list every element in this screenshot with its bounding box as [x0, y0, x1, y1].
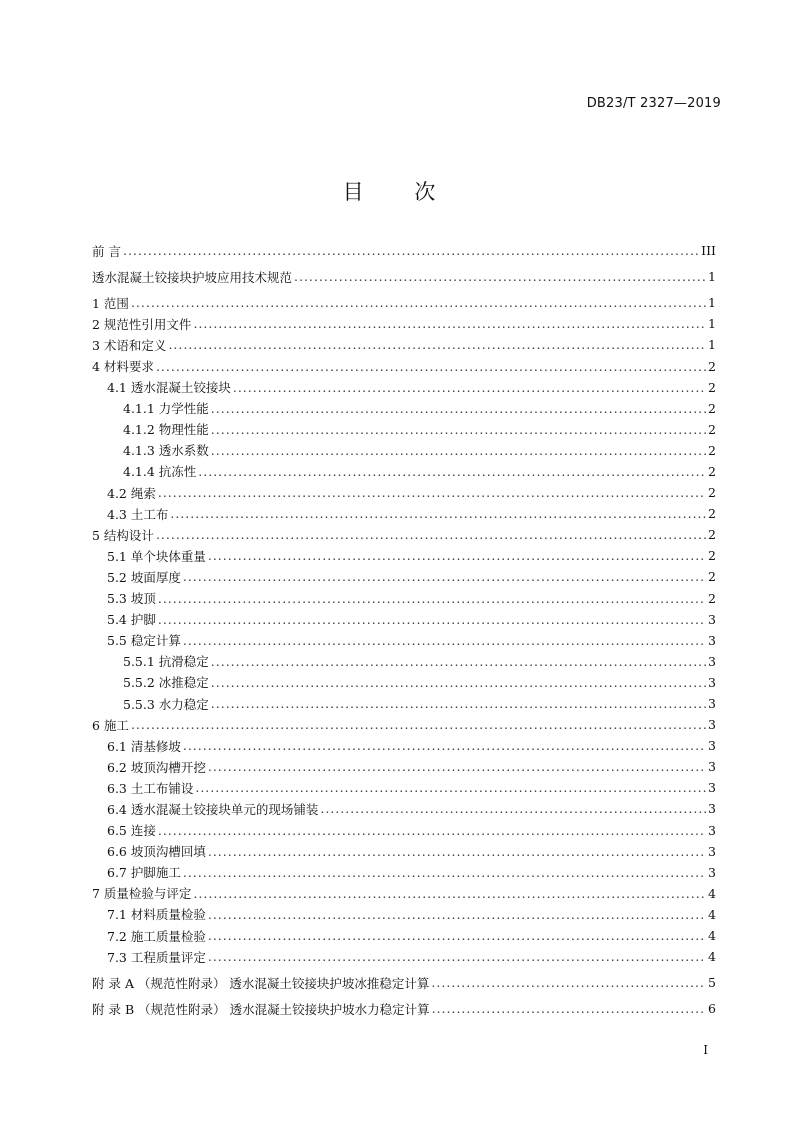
toc-entry-page: 2: [708, 548, 716, 564]
toc-leader-dots: [170, 506, 706, 521]
toc-entry[interactable]: [92, 240, 716, 261]
toc-leader-dots: [183, 865, 706, 880]
toc-leader-dots: [208, 949, 706, 964]
toc-entry-label: 7.1 材料质量检验: [107, 907, 206, 923]
toc-leader-dots: [211, 401, 706, 416]
toc-entry[interactable]: [92, 904, 716, 925]
toc-entry[interactable]: [92, 972, 716, 993]
toc-entry[interactable]: [92, 482, 716, 503]
table-of-contents: [92, 240, 716, 1019]
toc-entry-page: III: [701, 243, 716, 259]
toc-leader-dots: [193, 316, 706, 331]
toc-entry-label: 6.2 坡顶沟槽开挖: [107, 759, 206, 775]
toc-leader-dots: [158, 823, 706, 838]
toc-entry-label: 5.3 坡顶: [107, 591, 156, 607]
toc-leader-dots: [158, 485, 706, 500]
toc-entry-label: 2 规范性引用文件: [92, 316, 192, 332]
toc-entry-label: 6.7 护脚施工: [107, 865, 181, 881]
toc-leader-dots: [195, 780, 706, 795]
toc-entry-label: 5.2 坡面厚度: [107, 569, 181, 585]
toc-entry-label: 5.1 单个块体重量: [107, 548, 206, 564]
toc-entry-label: 6.5 连接: [107, 823, 156, 839]
toc-entry-page: 3: [708, 674, 716, 690]
toc-entry-label: 4.1.4 抗冻性: [123, 464, 197, 480]
toc-leader-dots: [233, 380, 706, 395]
toc-entry[interactable]: [92, 609, 716, 630]
toc-entry[interactable]: [92, 630, 716, 651]
toc-entry-label: 附 录 A （规范性附录） 透水混凝土铰接块护坡冰推稳定计算: [92, 975, 430, 991]
toc-entry[interactable]: [92, 798, 716, 819]
toc-entry-label: 7.2 施工质量检验: [107, 928, 206, 944]
toc-entry-label: 1 范围: [92, 295, 129, 311]
toc-entry-label: 5.5.2 冰推稳定: [123, 675, 209, 691]
toc-entry-page: 3: [708, 801, 716, 817]
toc-leader-dots: [211, 443, 706, 458]
toc-entry-page: 1: [708, 337, 716, 353]
toc-leader-dots: [211, 675, 706, 690]
toc-entry-page: 3: [708, 864, 716, 880]
toc-entry[interactable]: [92, 672, 716, 693]
toc-entry[interactable]: [92, 266, 716, 287]
toc-entry-page: 3: [708, 611, 716, 627]
toc-entry-label: 7 质量检验与评定: [92, 886, 192, 902]
toc-entry-label: 5.5 稳定计算: [107, 633, 181, 649]
toc-entry[interactable]: [92, 756, 716, 777]
page-title: 目 次: [342, 180, 458, 204]
toc-entry-label: 7.3 工程质量评定: [107, 949, 206, 965]
toc-leader-dots: [211, 696, 706, 711]
toc-entry-page: 2: [708, 442, 716, 458]
toc-leader-dots: [156, 527, 706, 542]
toc-leader-dots: [168, 337, 706, 352]
toc-entry-page: 1: [708, 269, 716, 285]
toc-entry-label: 6.3 土工布铺设: [107, 780, 194, 796]
toc-entry[interactable]: [92, 651, 716, 672]
toc-entry-label: 4.1 透水混凝土铰接块: [107, 380, 231, 396]
toc-leader-dots: [123, 243, 699, 258]
toc-entry[interactable]: [92, 545, 716, 566]
toc-leader-dots: [431, 975, 706, 990]
toc-leader-dots: [193, 886, 706, 901]
toc-leader-dots: [131, 717, 706, 732]
toc-entry-page: 2: [708, 400, 716, 416]
toc-leader-dots: [208, 907, 706, 922]
toc-entry-page: 2: [708, 590, 716, 606]
toc-leader-dots: [208, 844, 706, 859]
toc-entry-label: 4.1.3 透水系数: [123, 443, 209, 459]
toc-leader-dots: [320, 801, 706, 816]
toc-leader-dots: [198, 464, 706, 479]
toc-entry-label: 6.4 透水混凝土铰接块单元的现场铺装: [107, 801, 319, 817]
toc-entry[interactable]: [92, 398, 716, 419]
toc-entry[interactable]: [92, 355, 716, 376]
toc-entry-page: 4: [708, 906, 716, 922]
toc-entry-label: 6 施工: [92, 717, 129, 733]
toc-entry-label: 4.1.1 力学性能: [123, 401, 209, 417]
toc-entry-page: 2: [708, 358, 716, 374]
toc-leader-dots: [294, 269, 706, 284]
toc-entry-label: 前 言: [92, 243, 121, 259]
toc-entry-page: 1: [708, 316, 716, 332]
toc-entry-page: 2: [708, 527, 716, 543]
toc-entry-label: 4.3 土工布: [107, 506, 169, 522]
page-number: I: [703, 1043, 708, 1057]
toc-entry[interactable]: [92, 377, 716, 398]
toc-entry[interactable]: [92, 946, 716, 967]
toc-entry[interactable]: [92, 714, 716, 735]
toc-entry-label: 附 录 B （规范性附录） 透水混凝土铰接块护坡水力稳定计算: [92, 1001, 430, 1017]
toc-entry-page: 6: [708, 1001, 716, 1017]
toc-leader-dots: [208, 548, 706, 563]
toc-entry-label: 6.1 清基修坡: [107, 738, 181, 754]
toc-entry-label: 5.4 护脚: [107, 612, 156, 628]
toc-entry[interactable]: [92, 998, 716, 1019]
toc-entry[interactable]: [92, 313, 716, 334]
toc-entry-page: 5: [708, 975, 716, 991]
toc-leader-dots: [211, 422, 706, 437]
toc-entry-page: 2: [708, 379, 716, 395]
toc-leader-dots: [131, 295, 706, 310]
toc-entry-page: 4: [708, 928, 716, 944]
toc-entry-label: 透水混凝土铰接块护坡应用技术规范: [92, 269, 293, 285]
toc-entry-label: 3 术语和定义: [92, 337, 167, 353]
toc-entry-page: 2: [708, 569, 716, 585]
toc-entry-page: 3: [708, 738, 716, 754]
toc-entry-page: 2: [708, 463, 716, 479]
toc-entry-label: 5 结构设计: [92, 527, 154, 543]
document-number: DB23/T 2327—2019: [586, 96, 721, 111]
toc-leader-dots: [158, 591, 706, 606]
toc-entry[interactable]: [92, 419, 716, 440]
toc-entry-page: 1: [708, 295, 716, 311]
toc-entry[interactable]: [92, 524, 716, 545]
toc-entry-page: 3: [708, 822, 716, 838]
toc-entry[interactable]: [92, 292, 716, 313]
toc-entry[interactable]: [92, 334, 716, 355]
toc-leader-dots: [183, 569, 706, 584]
toc-entry-label: 4 材料要求: [92, 359, 154, 375]
toc-entry[interactable]: [92, 883, 716, 904]
toc-leader-dots: [211, 654, 706, 669]
toc-entry-label: 5.5.1 抗滑稳定: [123, 654, 209, 670]
toc-entry-page: 3: [708, 632, 716, 648]
toc-entry-label: 5.5.3 水力稳定: [123, 696, 209, 712]
toc-entry[interactable]: [92, 503, 716, 524]
toc-entry-page: 2: [708, 506, 716, 522]
toc-leader-dots: [183, 633, 706, 648]
toc-entry-page: 3: [708, 843, 716, 859]
toc-entry-label: 4.1.2 物理性能: [123, 422, 209, 438]
toc-entry[interactable]: [92, 841, 716, 862]
toc-entry[interactable]: [92, 461, 716, 482]
toc-entry[interactable]: [92, 777, 716, 798]
toc-entry-page: 3: [708, 696, 716, 712]
toc-entry[interactable]: [92, 925, 716, 946]
toc-entry[interactable]: [92, 735, 716, 756]
toc-leader-dots: [208, 928, 706, 943]
toc-entry[interactable]: [92, 566, 716, 587]
toc-leader-dots: [183, 738, 706, 753]
toc-entry-label: 6.6 坡顶沟槽回填: [107, 844, 206, 860]
toc-entry-label: 4.2 绳索: [107, 485, 156, 501]
toc-entry-page: 3: [708, 717, 716, 733]
toc-entry-page: 2: [708, 485, 716, 501]
toc-entry[interactable]: [92, 693, 716, 714]
toc-entry[interactable]: [92, 440, 716, 461]
toc-entry-page: 4: [708, 885, 716, 901]
toc-entry-page: 3: [708, 653, 716, 669]
toc-entry[interactable]: [92, 588, 716, 609]
toc-entry[interactable]: [92, 862, 716, 883]
toc-leader-dots: [158, 612, 706, 627]
toc-leader-dots: [156, 359, 706, 374]
toc-entry-page: 4: [708, 949, 716, 965]
toc-entry-page: 3: [708, 780, 716, 796]
toc-entry-page: 2: [708, 421, 716, 437]
toc-leader-dots: [432, 1001, 706, 1016]
toc-entry-page: 3: [708, 759, 716, 775]
toc-leader-dots: [208, 759, 706, 774]
toc-entry[interactable]: [92, 820, 716, 841]
